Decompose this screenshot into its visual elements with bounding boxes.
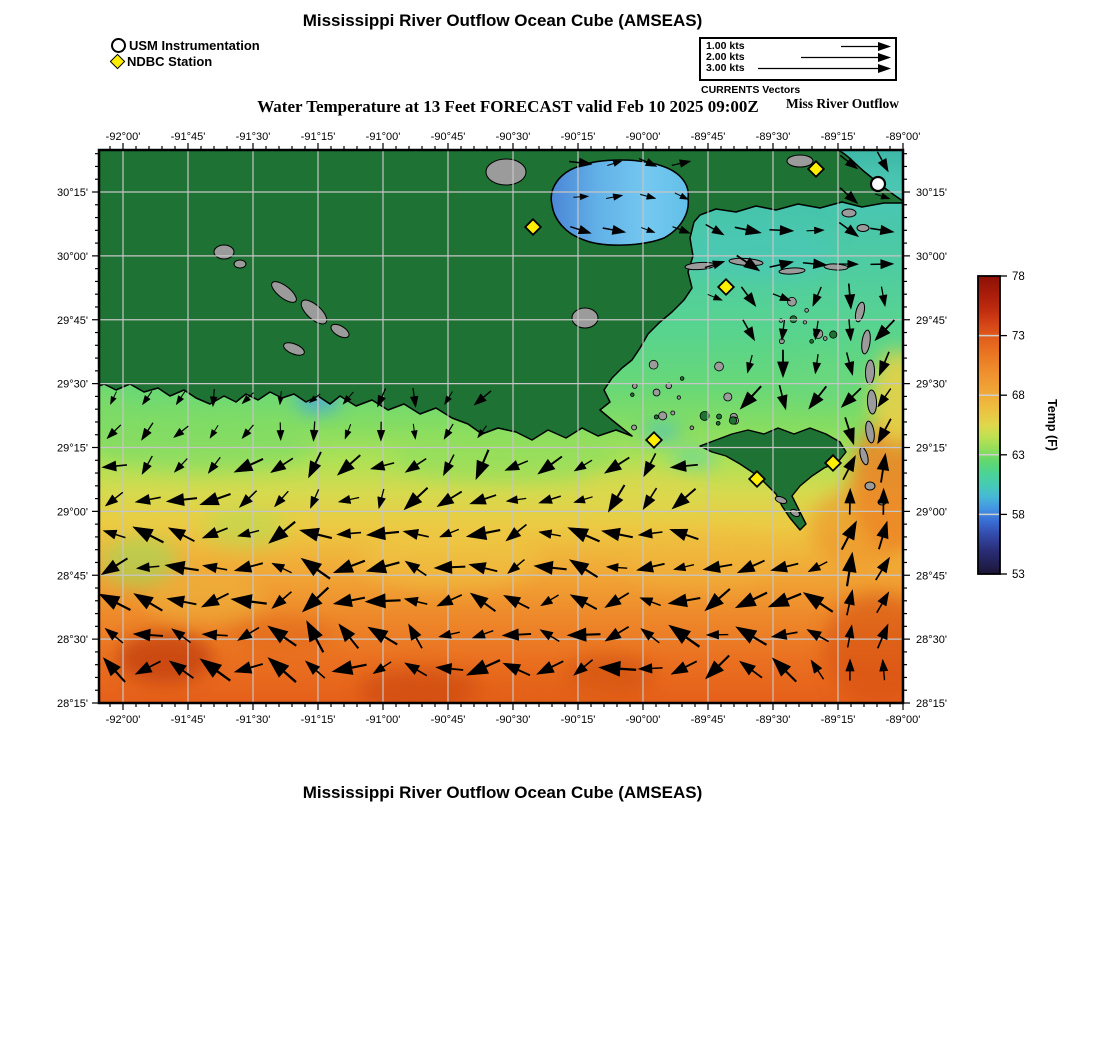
y-axis-label: 30°15': [57, 187, 88, 199]
y-axis-label: 30°00': [57, 250, 88, 263]
y-axis-label: 29°45': [916, 314, 947, 327]
y-axis-label: 28°30': [916, 634, 947, 647]
currents-key-row-2: 2.00 kts: [706, 51, 745, 63]
x-axis-label: -91°30': [235, 714, 271, 726]
x-axis-label: -89°45': [690, 131, 726, 143]
usm-station-marker: [871, 177, 885, 191]
colorbar-tick-label: 63: [1012, 449, 1025, 462]
x-axis-label: -89°15': [820, 131, 856, 143]
x-axis-label: -90°15': [560, 714, 596, 726]
colorbar-tick-label: 68: [1012, 390, 1025, 403]
x-axis-label: -92°00': [105, 131, 141, 143]
ndbc-diamond-icon: [110, 53, 126, 69]
currents-key: [699, 37, 897, 81]
colorbar-tick-label: 58: [1012, 509, 1025, 522]
y-axis-label: 28°45': [916, 570, 947, 583]
colorbar: [978, 271, 1059, 581]
x-axis-label: -89°45': [690, 714, 726, 726]
x-axis-label: -89°15': [820, 714, 856, 726]
y-axis-label: 29°00': [57, 506, 88, 519]
colorbar-tick-label: 78: [1012, 271, 1025, 283]
x-axis-label: -91°45': [170, 714, 206, 726]
y-axis-label: 29°30': [57, 378, 88, 391]
x-axis-label: -91°00': [365, 131, 401, 143]
x-axis-label: -91°45': [170, 131, 206, 143]
currents-key-row-3: 3.00 kts: [706, 62, 745, 74]
legend-item-usm: [111, 37, 260, 53]
x-axis-label: -89°30': [755, 131, 791, 143]
x-axis-label: -90°00': [625, 131, 661, 143]
colorbar-label: Temp (F): [1045, 399, 1059, 451]
y-axis-label: 30°15': [916, 187, 947, 199]
y-axis-label: 29°30': [916, 378, 947, 391]
x-axis-label: -90°30': [495, 714, 531, 726]
bottom-title: Mississippi River Outflow Ocean Cube (AMSEAS): [302, 783, 703, 802]
currents-key-row-1: 1.00 kts: [706, 40, 745, 52]
key-arrow-icons: [701, 39, 894, 78]
x-axis-label: -90°15': [560, 131, 596, 143]
x-axis-label: -90°30': [495, 131, 531, 143]
map-area: [85, 150, 935, 713]
x-axis-label: -89°30': [755, 714, 791, 726]
colorbar-tick-label: 73: [1012, 330, 1025, 343]
x-axis-label: -89°00': [885, 131, 921, 143]
usm-circle-icon: [111, 38, 126, 53]
map-subtitle: Water Temperature at 13 Feet FORECAST valid Feb 10 2025 09:00Z: [257, 97, 759, 116]
region-label: Miss River Outflow: [786, 96, 899, 111]
x-axis-label: -91°00': [365, 714, 401, 726]
x-axis-label: -92°00': [105, 714, 141, 726]
legend-item-ndbc: [111, 53, 260, 69]
x-axis-label: -91°15': [300, 714, 336, 726]
legend-label-usm: USM Instrumentation: [129, 37, 260, 53]
x-axis-label: -91°15': [300, 131, 336, 143]
top-title: Mississippi River Outflow Ocean Cube (AMSEAS): [302, 11, 703, 30]
legend-label-ndbc: NDBC Station: [127, 53, 213, 69]
y-axis-label: 29°45': [57, 314, 88, 327]
y-axis-label: 28°30': [57, 634, 88, 647]
x-axis-label: -91°30': [235, 131, 271, 143]
x-axis-label: -89°00': [885, 714, 921, 726]
y-axis-label: 29°15': [916, 442, 947, 455]
y-axis-label: 28°15': [57, 698, 88, 710]
station-legend: [111, 37, 260, 69]
y-axis-label: 30°00': [916, 250, 947, 263]
y-axis-label: 29°00': [916, 506, 947, 519]
x-axis-label: -90°45': [430, 714, 466, 726]
y-axis-label: 28°15': [916, 698, 947, 710]
x-axis-label: -90°00': [625, 714, 661, 726]
currents-key-caption: CURRENTS Vectors: [701, 84, 801, 96]
y-axis-label: 28°45': [57, 570, 88, 583]
x-axis-label: -90°45': [430, 131, 466, 143]
colorbar-tick-label: 53: [1012, 569, 1025, 581]
y-axis-label: 29°15': [57, 442, 88, 455]
